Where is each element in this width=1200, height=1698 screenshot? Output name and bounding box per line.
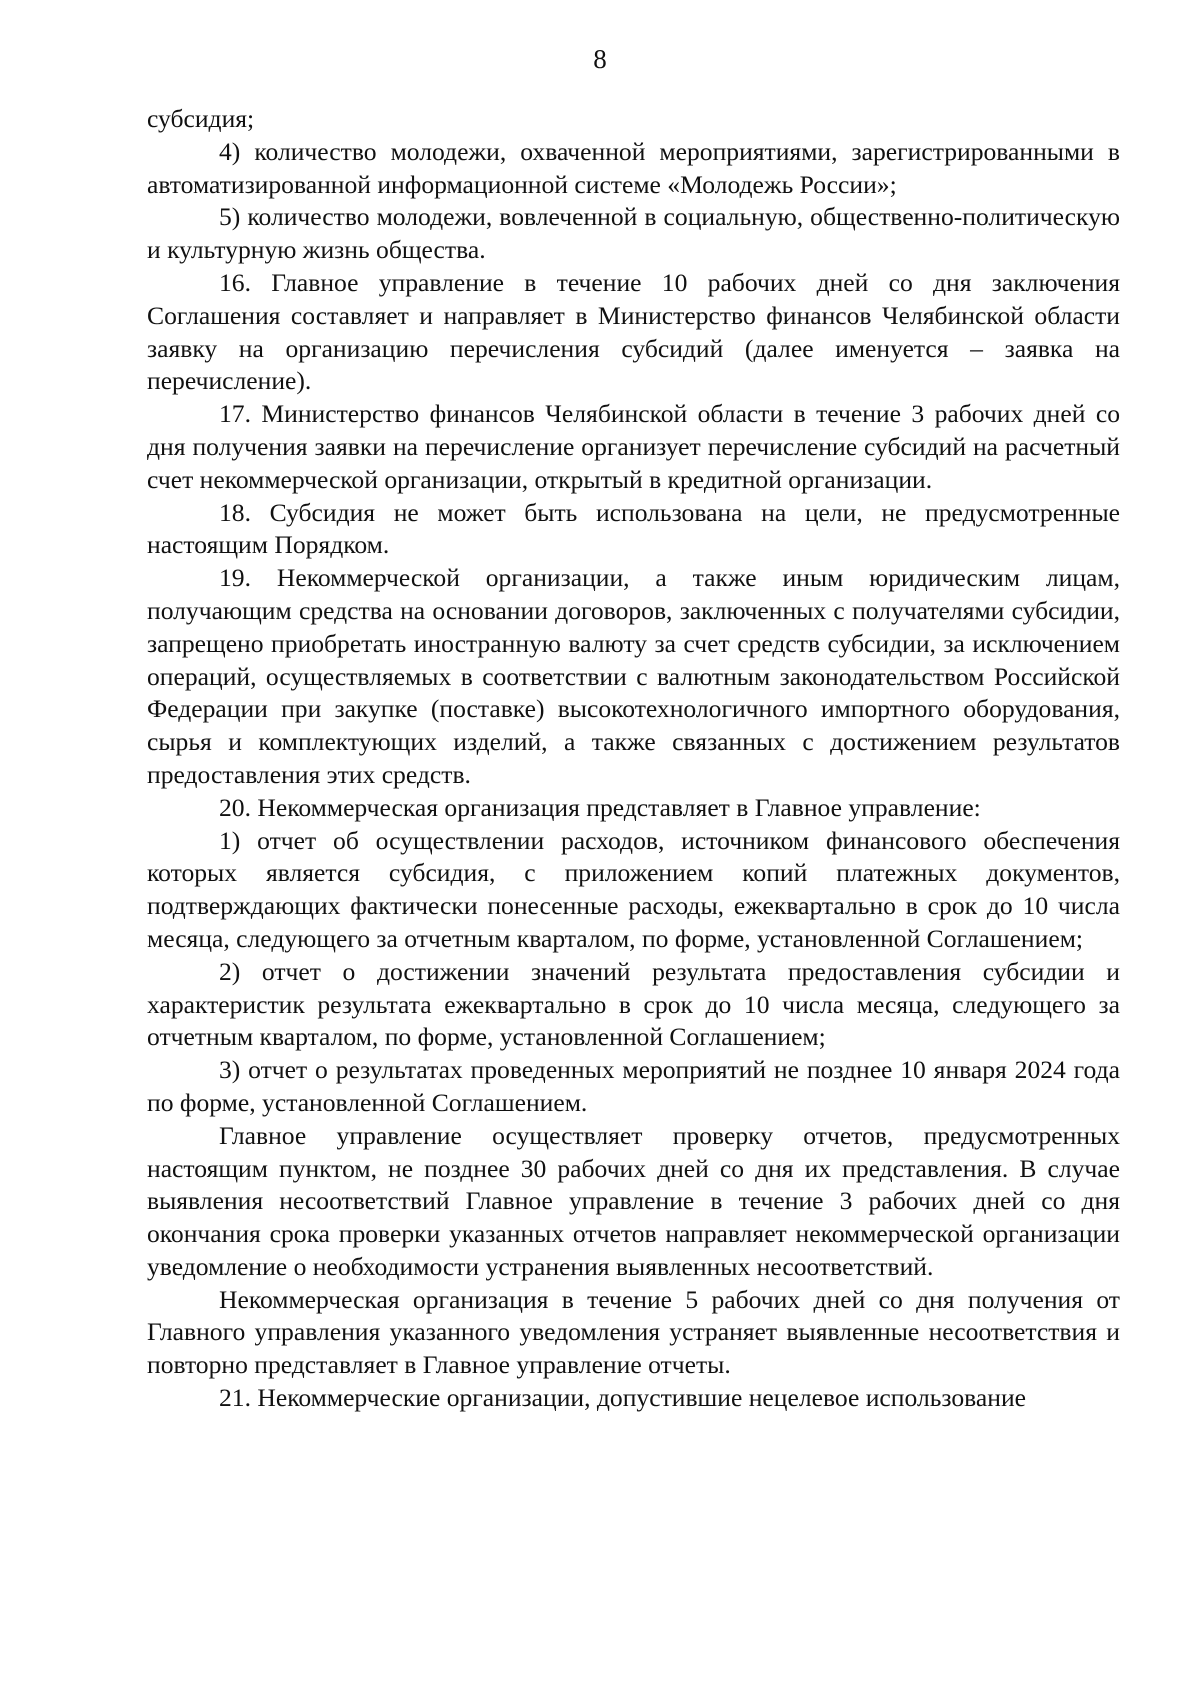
clause-20-item-1: 1) отчет об осуществлении расходов, источником финансового обеспечения которых является субсидия, с приложением копий платежных документов, подтверждающих фактически понесенные расходы, ежеквартально в срок до 10 числа месяца, следующего за отчетным кварталом, по форме, установленной Соглашением; (147, 825, 1120, 953)
document-body (147, 103, 1120, 1415)
clause-16: 16. Главное управление в течение 10 рабочих дней со дня заключения Соглашения составляет и направляет в Министерство финансов Челябинской области заявку на организацию перечисления субсидий (далее именуется – заявка на перечисление). (147, 267, 1120, 396)
clause-17: 17. Министерство финансов Челябинской области в течение 3 рабочих дней со дня получения заявки на перечисление организует перечисление субсидий на расчетный счет некоммерческой организации, открытый в кредитной организации. (147, 399, 1120, 494)
clause-20-item-3: 3) отчет о результатах проведенных мероприятий не позднее 10 января 2024 года по форме, установленной Соглашением. (147, 1055, 1120, 1117)
clause-20: 20. Некоммерческая организация представляет в Главное управление: (219, 792, 981, 822)
paragraph-continuation: субсидия; (147, 104, 255, 133)
clause-21: 21. Некоммерческие организации, допустившие нецелевое использование (219, 1383, 1027, 1413)
list-item-4: 4) количество молодежи, охваченной мероприятиями, зарегистрированными в автоматизированной информационной системе «Молодежь России»; (147, 136, 1120, 199)
clause-19: 19. Некоммерческой организации, а также иным юридическим лицам, получающим средства на основании договоров, заключенных с получателями субсидии, запрещено приобретать иностранную валюту за счет средств субсидии, за исключением операций, осуществляемых в соответствии с валютным законодательством Российской Федерации при закупке (поставке) высокотехнологичного импортного оборудования, сырья и комплектующих изделий, а также связанных с достижением результатов предоставления этих средств. (147, 563, 1120, 789)
list-item-5: 5) количество молодежи, вовлеченной в социальную, общественно-политическую и культурную жизнь общества. (147, 202, 1120, 265)
clause-20-review: Главное управление осуществляет проверку отчетов, предусмотренных настоящим пунктом, не позднее 30 рабочих дней со дня их представления. В случае выявления несоответствий Главное управление в течение 3 рабочих дней со дня окончания срока проверки указанных отчетов направляет некоммерческой организации уведомление о необходимости устранения выявленных несоответствий. (147, 1120, 1120, 1281)
page-number: 8 (593, 44, 607, 74)
clause-18: 18. Субсидия не может быть использована на цели, не предусмотренные настоящим Порядком. (147, 497, 1120, 560)
clause-20-correction: Некоммерческая организация в течение 5 рабочих дней со дня получения от Главного управления указанного уведомления устраняет выявленные несоответствия и повторно представляет в Главное управление отчеты. (147, 1284, 1120, 1380)
clause-20-item-2: 2) отчет о достижении значений результата предоставления субсидии и характеристик результата ежеквартально в срок до 10 числа месяца, следующего за отчетным кварталом, по форме, установленной Соглашением; (147, 956, 1120, 1052)
